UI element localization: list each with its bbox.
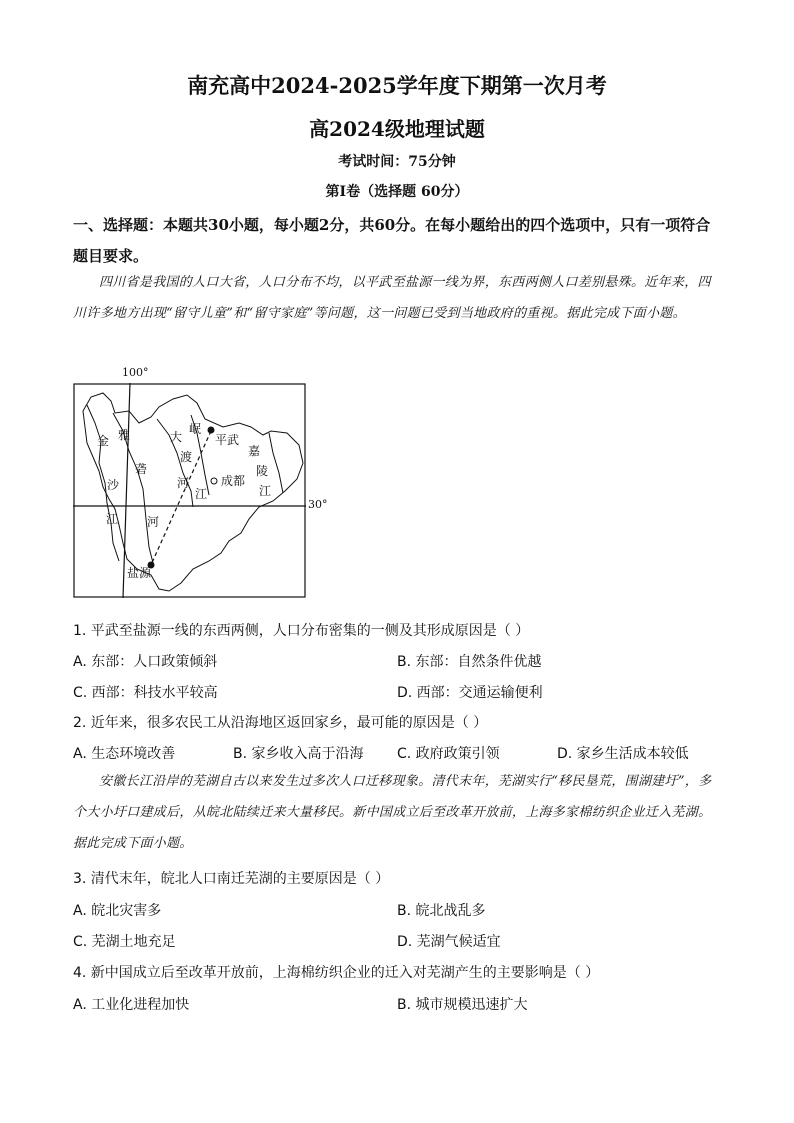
label-ya: 雅 (118, 428, 131, 442)
exam-subtitle: 高2024级地理试题 (309, 117, 485, 141)
q4-option-a[interactable]: A. 工业化进程加快 (73, 997, 190, 1013)
sichuan-map-svg (73, 383, 306, 598)
q3-option-a[interactable]: A. 皖北灾害多 (73, 903, 162, 919)
q1-option-c[interactable]: C. 西部：科技水平较高 (73, 685, 218, 701)
label-sha: 沙 (107, 478, 120, 492)
question-1-stem: 1. 平武至盐源一线的东西两侧，人口分布密集的一侧及其形成原因是（ ） (73, 623, 530, 639)
label-jin: 金 (97, 434, 110, 448)
q2-option-c[interactable]: C. 政府政策引领 (397, 746, 500, 762)
question-3-stem: 3. 清代末年，皖北人口南迁芜湖的主要原因是（ ） (73, 871, 390, 887)
q3-option-b[interactable]: B. 皖北战乱多 (397, 903, 486, 919)
volume-heading: 第Ⅰ卷（选择题 60分） (325, 184, 469, 200)
section-instructions: 一、选择题：本题共30小题，每小题2分，共60分。在每小题给出的四个选项中，只有一项符合题目要求。 (73, 216, 711, 265)
exam-time: 考试时间：75分钟 (338, 154, 456, 170)
q3-option-d[interactable]: D. 芜湖气候适宜 (397, 934, 501, 950)
q4-option-b[interactable]: B. 城市规模迅速扩大 (397, 997, 528, 1013)
map-lat-label: 30° (308, 498, 328, 511)
q1-option-d[interactable]: D. 西部：交通运输便利 (397, 685, 543, 701)
label-da: 大 (170, 430, 183, 444)
q1-option-b[interactable]: B. 东部：自然条件优越 (397, 654, 542, 670)
label-pingwu: 平武 (215, 433, 240, 447)
label-ling: 陵 (256, 464, 269, 478)
q2-option-b[interactable]: B. 家乡收入高于沿海 (233, 746, 364, 762)
label-min: 岷 (189, 422, 202, 436)
label-jiang2: 江 (195, 487, 208, 501)
pingwu-dot (208, 427, 215, 434)
passage-wuhu: 安徽长江沿岸的芜湖自古以来发生过多次人口迁移现象。清代末年，芜湖实行“移民垦荒，围湖建圩”，多个大小圩口建成后，从皖北陆续迁来大量移民。新中国成立后至改革开放前，上海多家棉纺织企业迁入芜湖。据此完成下面小题。 (73, 774, 712, 851)
q3-option-c[interactable]: C. 芜湖土地充足 (73, 934, 176, 950)
label-he1: 河 (147, 515, 160, 529)
question-4-stem: 4. 新中国成立后至改革开放前，上海棉纺织企业的迁入对芜湖产生的主要影响是（ ） (73, 965, 600, 981)
q1-option-a[interactable]: A. 东部：人口政策倾斜 (73, 654, 218, 670)
sichuan-map (73, 383, 306, 598)
label-du: 渡 (180, 450, 193, 464)
label-long: 砻 (135, 462, 148, 476)
passage-sichuan: 四川省是我国的人口大省，人口分布不均，以平武至盐源一线为界，东西两侧人口差别悬殊。近年来，四川许多地方出现“留守儿童”和“留守家庭”等问题，这一问题已受到当地政府的重视。据此完成下面小题。 (73, 275, 711, 321)
label-jia: 嘉 (248, 444, 261, 458)
exam-title: 南充高中2024-2025学年度下期第一次月考 (187, 73, 607, 98)
q2-option-d[interactable]: D. 家乡生活成本较低 (557, 746, 689, 762)
map-lon-label: 100° (122, 366, 149, 379)
chengdu-dot (211, 478, 217, 484)
label-jiang1: 江 (106, 512, 119, 526)
q2-option-a[interactable]: A. 生态环境改善 (73, 746, 176, 762)
label-he2: 河 (177, 476, 190, 490)
label-chengdu: 成都 (221, 474, 246, 488)
question-2-stem: 2. 近年来，很多农民工从沿海地区返回家乡，最可能的原因是（ ） (73, 715, 488, 731)
label-yanyuan: 盐源 (127, 566, 152, 580)
label-jiang3: 江 (259, 484, 272, 498)
